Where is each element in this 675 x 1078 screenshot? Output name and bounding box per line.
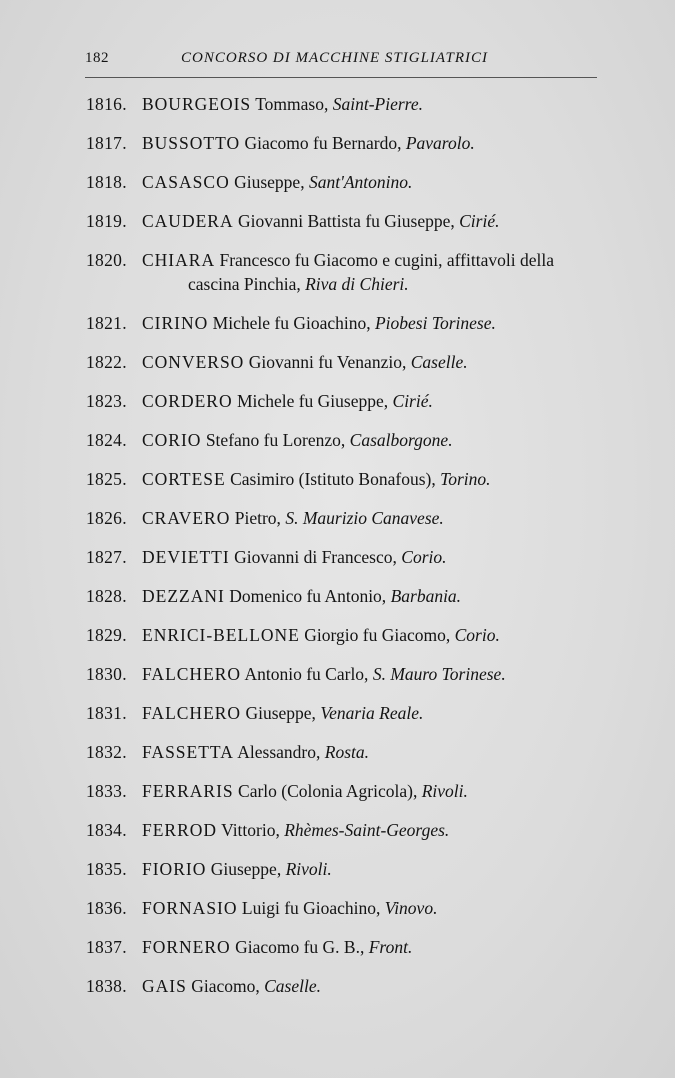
place-name: Piobesi Torinese.: [374, 313, 496, 333]
exhibitor-details: Luigi fu Gioachino,: [237, 898, 385, 918]
exhibitor-details: Giacomo fu Bernardo,: [240, 133, 406, 153]
entry-number: 1818.: [86, 172, 127, 192]
entry-number: 1837.: [86, 937, 127, 957]
exhibitor-details: Antonio fu Carlo,: [241, 664, 373, 684]
exhibitor-details: Giorgio fu Giacomo,: [299, 625, 455, 645]
exhibitor-surname: BUSSOTTO: [142, 133, 241, 153]
entry-number: 1824.: [86, 430, 127, 450]
entry-number: 1816.: [86, 94, 127, 114]
exhibitor-surname: DEVIETTI: [142, 547, 230, 567]
list-item: [86, 545, 626, 569]
entry-number: 1834.: [86, 820, 127, 840]
place-name: Pavarolo.: [405, 133, 475, 153]
list-item: [86, 818, 626, 842]
exhibitor-surname: FASSETTA: [142, 742, 234, 762]
exhibitor-surname: ENRICI-BELLONE: [142, 625, 300, 645]
exhibitor-surname: FALCHERO: [142, 703, 242, 723]
exhibitor-surname: DEZZANI: [142, 586, 225, 606]
entry-number: 1836.: [86, 898, 127, 918]
exhibitor-surname: CASASCO: [142, 172, 230, 192]
exhibitor-details: Giuseppe,: [229, 172, 309, 192]
page-number: 182: [85, 50, 109, 66]
list-item: [86, 896, 626, 920]
place-name: Caselle.: [264, 976, 321, 996]
place-name: Riva di Chieri.: [305, 274, 409, 294]
exhibitor-surname: CORTESE: [142, 469, 226, 489]
exhibitor-surname: FERROD: [142, 820, 218, 840]
place-name: Sant'Antonino.: [308, 172, 413, 192]
exhibitor-details: Stefano fu Lorenzo,: [201, 430, 350, 450]
exhibitor-details: Alessandro,: [233, 742, 325, 762]
list-item: [86, 92, 626, 116]
exhibitor-surname: CORDERO: [142, 391, 233, 411]
exhibitor-details: Giacomo,: [186, 976, 265, 996]
exhibitor-details: Michele fu Gioachino,: [208, 313, 375, 333]
exhibitor-surname: FERRARIS: [142, 781, 234, 801]
place-name: S. Mauro Torinese.: [372, 664, 506, 684]
list-item: [86, 428, 626, 452]
entry-number: 1827.: [86, 547, 127, 567]
exhibitor-details: Carlo (Colonia Agricola),: [233, 781, 422, 801]
exhibitor-details: Vittorio,: [217, 820, 285, 840]
entry-number: 1822.: [86, 352, 127, 372]
place-name: Cirié.: [392, 391, 433, 411]
exhibitor-details: Giacomo fu G. B.,: [230, 937, 369, 957]
place-name: Rosta.: [324, 742, 369, 762]
place-name: Barbania.: [390, 586, 462, 606]
list-item: [86, 170, 626, 194]
place-name: Corio.: [454, 625, 500, 645]
entry-number: 1826.: [86, 508, 127, 528]
entry-number: 1817.: [86, 133, 127, 153]
list-item: [86, 740, 626, 764]
place-name: Venaria Reale.: [320, 703, 424, 723]
exhibitor-details: Domenico fu Antonio,: [224, 586, 391, 606]
list-item: [86, 974, 626, 998]
entry-number: 1819.: [86, 211, 127, 231]
exhibitor-surname: FORNERO: [142, 937, 231, 957]
list-item: [86, 506, 626, 530]
place-name: Vinovo.: [384, 898, 438, 918]
header-rule: [85, 77, 597, 78]
exhibitor-surname: BOURGEOIS: [142, 94, 252, 114]
entry-number: 1832.: [86, 742, 127, 762]
exhibitor-surname: CORIO: [142, 430, 202, 450]
place-name: Saint-Pierre.: [332, 94, 423, 114]
list-item: [86, 623, 626, 647]
entry-number: 1835.: [86, 859, 127, 879]
entry-number: 1823.: [86, 391, 127, 411]
exhibitor-surname: CIRINO: [142, 313, 209, 333]
place-name: Rivoli.: [285, 859, 332, 879]
entry-number: 1825.: [86, 469, 127, 489]
exhibitor-surname: CAUDERA: [142, 211, 234, 231]
list-item: [86, 350, 626, 374]
list-item: [86, 662, 626, 686]
place-name: Cirié.: [459, 211, 500, 231]
exhibitor-details: Giovanni Battista fu Giuseppe,: [233, 211, 460, 231]
list-item: [86, 311, 626, 335]
entry-number: 1838.: [86, 976, 127, 996]
exhibitor-details: Michele fu Giuseppe,: [232, 391, 393, 411]
place-name: Rhèmes-Saint-Georges.: [284, 820, 450, 840]
entry-continuation: [86, 272, 626, 296]
place-name: Casalborgone.: [349, 430, 453, 450]
place-name: Rivoli.: [421, 781, 468, 801]
exhibitor-surname: CHIARA: [142, 250, 216, 270]
place-name: Caselle.: [410, 352, 468, 372]
entry-number: 1829.: [86, 625, 127, 645]
place-name: Corio.: [401, 547, 447, 567]
exhibitor-details: Giovanni di Francesco,: [229, 547, 402, 567]
entry-number: 1828.: [86, 586, 127, 606]
page-header: [85, 44, 600, 74]
list-item: [86, 701, 626, 725]
exhibitor-surname: FIORIO: [142, 859, 207, 879]
entry-number: 1830.: [86, 664, 127, 684]
entry-number: 1821.: [86, 313, 127, 333]
entry-number: 1820.: [86, 250, 127, 270]
list-item: [86, 131, 626, 155]
list-item: [86, 857, 626, 881]
exhibitor-surname: GAIS: [142, 976, 187, 996]
list-item: [86, 935, 626, 959]
entry-number: 1833.: [86, 781, 127, 801]
exhibitor-surname: FORNASIO: [142, 898, 238, 918]
list-item: [86, 584, 626, 608]
exhibitor-surname: CONVERSO: [142, 352, 245, 372]
list-item: [86, 779, 626, 803]
exhibitor-details: Giuseppe,: [206, 859, 286, 879]
exhibitor-surname: FALCHERO: [142, 664, 242, 684]
list-item: [86, 467, 626, 491]
entry-list: [86, 92, 626, 1013]
exhibitor-details: Francesco fu Giacomo e cugini, affittavoli della: [215, 250, 554, 270]
list-item: [86, 209, 626, 233]
exhibitor-surname: CRAVERO: [142, 508, 231, 528]
place-name: S. Maurizio Canavese.: [285, 508, 444, 528]
exhibitor-details: Giovanni fu Venanzio,: [244, 352, 411, 372]
list-item: [86, 389, 626, 413]
entry-number: 1831.: [86, 703, 127, 723]
place-name: Front.: [368, 937, 413, 957]
exhibitor-details: Tommaso,: [251, 94, 333, 114]
place-name: Torino.: [440, 469, 491, 489]
running-title: CONCORSO DI MACCHINE STIGLIATRICI: [181, 50, 489, 66]
exhibitor-details: Casimiro (Istituto Bonafous),: [225, 469, 441, 489]
exhibitor-details: Giuseppe,: [241, 703, 321, 723]
list-item: [86, 248, 626, 296]
exhibitor-details: Pietro,: [230, 508, 286, 528]
continuation-text: cascina Pinchia,: [188, 274, 306, 294]
